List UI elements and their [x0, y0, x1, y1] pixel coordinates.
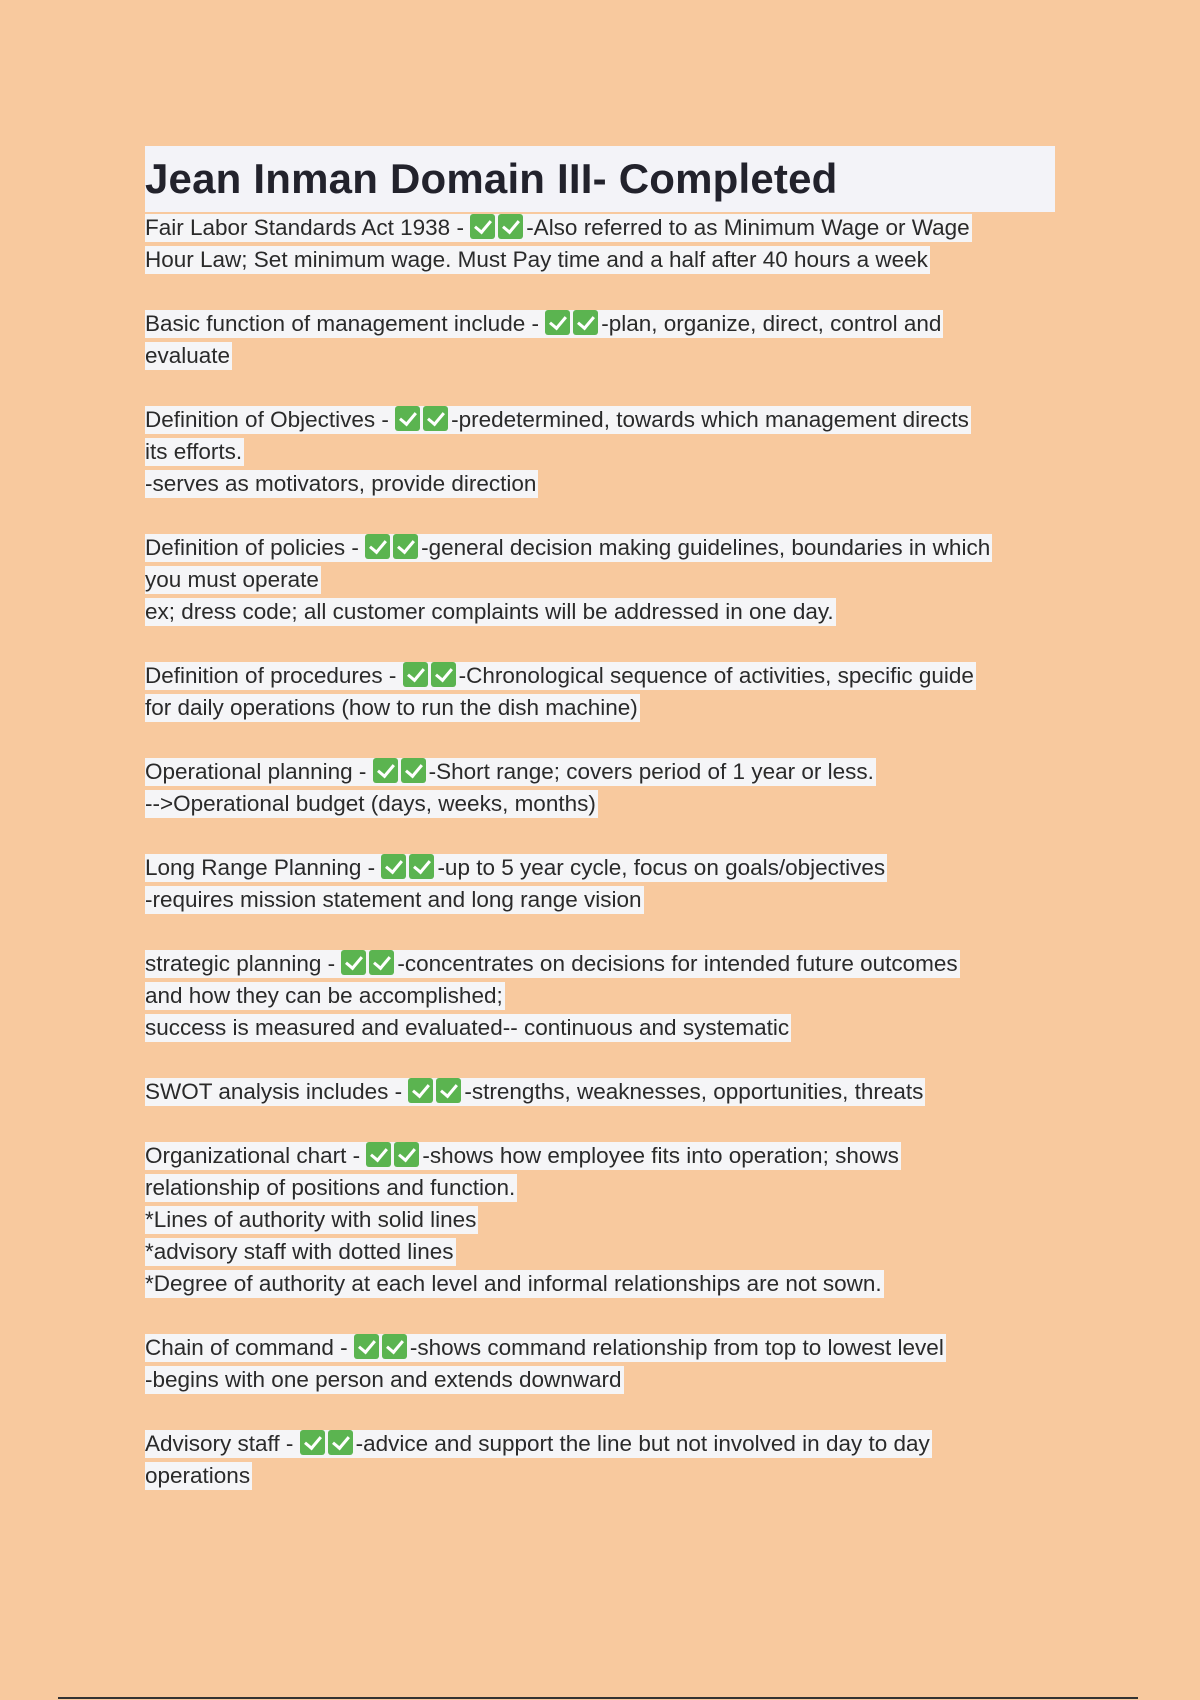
check-mark-pair	[366, 1143, 422, 1168]
entry-continuation-line	[145, 1236, 1065, 1268]
highlighted-text	[145, 342, 232, 370]
highlighted-text	[145, 566, 321, 594]
entry-continuation-line	[145, 1172, 1065, 1204]
highlighted-text	[145, 310, 943, 338]
entry-continuation-line	[145, 1268, 1065, 1300]
entry-first-line	[145, 1428, 1065, 1460]
entry-term: Fair Labor Standards Act 1938 -	[145, 215, 471, 240]
flashcard-entry	[145, 1332, 1065, 1396]
entry-text: ex; dress code; all customer complaints will be addressed in one day.	[145, 599, 834, 624]
footer-divider	[58, 1697, 1138, 1699]
check-mark-icon	[381, 854, 406, 879]
entry-text: *Degree of authority at each level and informal relationships are not sown.	[145, 1271, 882, 1296]
entry-term: SWOT analysis includes -	[145, 1079, 409, 1104]
highlighted-text	[145, 1142, 901, 1170]
entry-continuation-line	[145, 980, 1065, 1012]
check-mark-icon	[354, 1334, 379, 1359]
highlighted-text	[145, 982, 505, 1010]
document-page	[145, 146, 1065, 1524]
highlighted-text	[145, 758, 876, 786]
highlighted-text	[145, 1238, 456, 1266]
entry-first-line	[145, 308, 1065, 340]
check-mark-pair	[354, 1335, 410, 1360]
entry-term: Definition of Objectives -	[145, 407, 396, 432]
highlighted-text	[145, 1430, 932, 1458]
flashcard-entry	[145, 404, 1065, 500]
highlighted-text	[145, 950, 960, 978]
check-mark-icon	[300, 1430, 325, 1455]
entry-text: you must operate	[145, 567, 319, 592]
entry-continuation-line	[145, 340, 1065, 372]
entry-continuation-line	[145, 564, 1065, 596]
entry-first-line	[145, 1332, 1065, 1364]
highlighted-text	[145, 1334, 946, 1362]
flashcard-entry	[145, 1140, 1065, 1300]
check-mark-pair	[395, 407, 451, 432]
entry-first-line	[145, 1140, 1065, 1172]
entry-text: -advice and support the line but not involved in day to day	[355, 1431, 930, 1456]
entry-text: -Short range; covers period of 1 year or less.	[428, 759, 874, 784]
highlighted-text	[145, 1206, 478, 1234]
entry-text: -requires mission statement and long range vision	[145, 887, 642, 912]
entry-text: -Also referred to as Minimum Wage or Wage	[526, 215, 970, 240]
entry-text: -predetermined, towards which management directs	[451, 407, 969, 432]
entry-text: for daily operations (how to run the dish machine)	[145, 695, 638, 720]
entry-first-line	[145, 212, 1065, 244]
check-mark-icon	[394, 1142, 419, 1167]
check-mark-pair	[341, 951, 397, 976]
highlighted-text	[145, 886, 644, 914]
entry-text: operations	[145, 1463, 251, 1488]
check-mark-icon	[341, 950, 366, 975]
highlighted-text	[145, 470, 538, 498]
check-mark-icon	[403, 662, 428, 687]
check-mark-icon	[431, 662, 456, 687]
entry-text: -Chronological sequence of activities, specific guide	[458, 663, 974, 688]
entry-text: relationship of positions and function.	[145, 1175, 516, 1200]
entry-continuation-line	[145, 244, 1065, 276]
entry-term: Definition of policies -	[145, 535, 366, 560]
entry-text: its efforts.	[145, 439, 243, 464]
entry-continuation-line	[145, 884, 1065, 916]
entry-text: -->Operational budget (days, weeks, months)	[145, 791, 596, 816]
check-mark-pair	[470, 215, 526, 240]
entry-continuation-line	[145, 692, 1065, 724]
entry-continuation-line	[145, 1460, 1065, 1492]
entry-text: -plan, organize, direct, control and	[601, 311, 942, 336]
entry-term: Advisory staff -	[145, 1431, 300, 1456]
entry-text: success is measured and evaluated-- continuous and systematic	[145, 1015, 790, 1040]
highlighted-text	[145, 1270, 884, 1298]
highlighted-text	[145, 1174, 517, 1202]
entry-first-line	[145, 1076, 1065, 1108]
flashcard-entry	[145, 948, 1065, 1044]
entry-continuation-line	[145, 1364, 1065, 1396]
highlighted-text	[145, 598, 836, 626]
highlighted-text	[145, 1078, 925, 1106]
check-mark-icon	[382, 1334, 407, 1359]
check-mark-pair	[408, 1079, 464, 1104]
entry-text: *advisory staff with dotted lines	[145, 1239, 454, 1264]
highlighted-text	[145, 662, 976, 690]
entry-list	[145, 212, 1065, 1492]
flashcard-entry	[145, 1428, 1065, 1492]
entry-text: -serves as motivators, provide direction	[145, 471, 537, 496]
check-mark-icon	[498, 214, 523, 239]
check-mark-icon	[470, 214, 495, 239]
check-mark-icon	[393, 534, 418, 559]
entry-term: Basic function of management include -	[145, 311, 546, 336]
entry-continuation-line	[145, 436, 1065, 468]
entry-term: Organizational chart -	[145, 1143, 367, 1168]
entry-continuation-line	[145, 596, 1065, 628]
title-bar	[145, 146, 1055, 212]
check-mark-icon	[395, 406, 420, 431]
flashcard-entry	[145, 660, 1065, 724]
check-mark-icon	[408, 1078, 433, 1103]
entry-text: -concentrates on decisions for intended future outcomes	[397, 951, 958, 976]
entry-text: evaluate	[145, 343, 231, 368]
entry-first-line	[145, 532, 1065, 564]
entry-continuation-line	[145, 1012, 1065, 1044]
entry-first-line	[145, 404, 1065, 436]
entry-text: -shows command relationship from top to lowest level	[409, 1335, 944, 1360]
entry-continuation-line	[145, 788, 1065, 820]
entry-term: Chain of command -	[145, 1335, 354, 1360]
highlighted-text	[145, 1014, 791, 1042]
entry-first-line	[145, 756, 1065, 788]
highlighted-text	[145, 438, 244, 466]
highlighted-text	[145, 1462, 252, 1490]
check-mark-icon	[328, 1430, 353, 1455]
entry-term: strategic planning -	[145, 951, 342, 976]
highlighted-text	[145, 534, 992, 562]
flashcard-entry	[145, 1076, 1065, 1108]
check-mark-pair	[545, 311, 601, 336]
entry-term: Definition of procedures -	[145, 663, 403, 688]
entry-text: -shows how employee fits into operation; shows	[422, 1143, 899, 1168]
highlighted-text	[145, 790, 598, 818]
entry-term: Long Range Planning -	[145, 855, 382, 880]
entry-first-line	[145, 948, 1065, 980]
entry-term: Operational planning -	[145, 759, 373, 784]
entry-text: *Lines of authority with solid lines	[145, 1207, 477, 1232]
check-mark-icon	[573, 310, 598, 335]
check-mark-icon	[369, 950, 394, 975]
flashcard-entry	[145, 852, 1065, 916]
check-mark-icon	[545, 310, 570, 335]
check-mark-pair	[300, 1431, 356, 1456]
highlighted-text	[145, 214, 972, 242]
entry-continuation-line	[145, 1204, 1065, 1236]
check-mark-icon	[423, 406, 448, 431]
check-mark-icon	[436, 1078, 461, 1103]
entry-text: -up to 5 year cycle, focus on goals/objectives	[437, 855, 886, 880]
entry-text: -strengths, weaknesses, opportunities, threats	[464, 1079, 924, 1104]
flashcard-entry	[145, 308, 1065, 372]
entry-text: Hour Law; Set minimum wage. Must Pay time and a half after 40 hours a week	[145, 247, 928, 272]
highlighted-text	[145, 1366, 624, 1394]
highlighted-text	[145, 854, 887, 882]
check-mark-pair	[365, 535, 421, 560]
document-title: Jean Inman Domain III- Completed	[145, 155, 838, 202]
check-mark-icon	[365, 534, 390, 559]
check-mark-icon	[409, 854, 434, 879]
check-mark-pair	[381, 855, 437, 880]
entry-first-line	[145, 852, 1065, 884]
check-mark-icon	[401, 758, 426, 783]
flashcard-entry	[145, 756, 1065, 820]
highlighted-text	[145, 246, 930, 274]
highlighted-text	[145, 694, 640, 722]
check-mark-pair	[373, 759, 429, 784]
check-mark-pair	[403, 663, 459, 688]
flashcard-entry	[145, 532, 1065, 628]
entry-text: -begins with one person and extends downward	[145, 1367, 622, 1392]
check-mark-icon	[366, 1142, 391, 1167]
highlighted-text	[145, 406, 971, 434]
entry-text: -general decision making guidelines, boundaries in which	[421, 535, 991, 560]
entry-first-line	[145, 660, 1065, 692]
entry-text: and how they can be accomplished;	[145, 983, 503, 1008]
entry-continuation-line	[145, 468, 1065, 500]
flashcard-entry	[145, 212, 1065, 276]
check-mark-icon	[373, 758, 398, 783]
